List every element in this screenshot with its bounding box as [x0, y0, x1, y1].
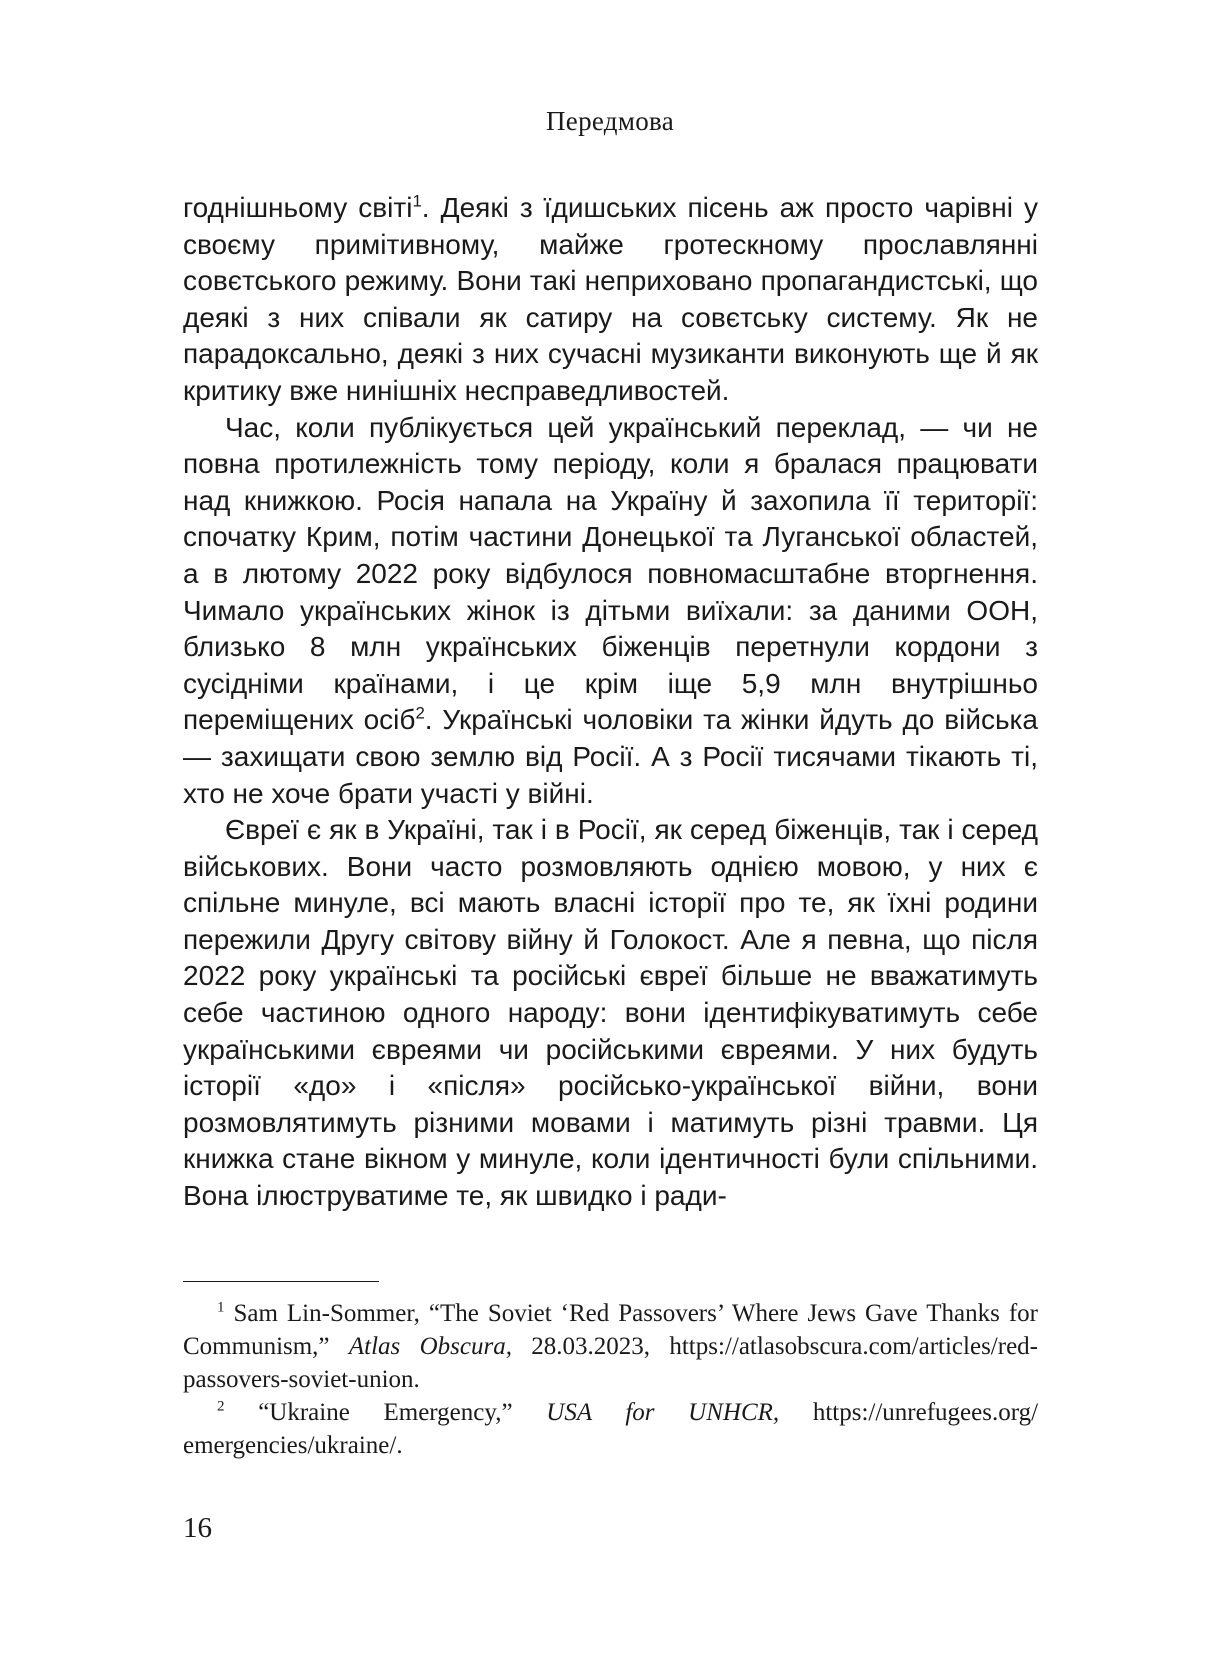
text-run: . Українські чоловіки та жінки йдуть до війська — захищати свою землю від Росії. А з Росії тисячами тікають ті, хто не хоче брати участі у війні.: [183, 704, 1038, 809]
paragraph: [183, 410, 1038, 813]
body-text: [183, 190, 1038, 1215]
footnote-ref: 2: [415, 703, 425, 723]
text-run: . Деякі з їдишських пісень аж просто чарівні у своєму примітивному, майже гротескному прославлянні совєтського режиму. Вони такі неприховано пропагандистські, що деякі з них співали як сатиру на совєтську систему. Як не парадоксально, деякі з них сучасні музиканти виконують ще й як критику вже нинішніх несправедливостей.: [183, 192, 1038, 406]
text-run: “Ukraine Emergency,”: [258, 1399, 547, 1426]
paragraph: [183, 812, 1038, 1215]
page-number: 16: [183, 1512, 212, 1544]
footnote-number: 1: [217, 1299, 225, 1316]
running-head: Передмова: [545, 106, 674, 136]
footnote: [183, 1396, 1038, 1462]
text-run: Євреї є як в Україні, так і в Росії, як серед біженців, так і серед військових. Вони часто розмовляють однією мовою, у них є спільне минуле, всі мають власні історії про те, як їхні родини пережили Другу світову війну й Голокост. Але я певна, що після 2022 року українські та російські євреї більше не вважатимуть себе частиною одного народу: вони ідентифікуватимуть себе українськими євреями чи російськими євреями. У них будуть історії «до» і «після» російсько-української війни, вони розмовлятимуть різними мовами і матимуть різні травми. Ця книжка стане вікном у минуле, коли ідентичності були спільними. Вона ілюструватиме те, як швидко і ради-: [183, 814, 1038, 1212]
italic-text: Atlas Obscura,: [348, 1333, 512, 1360]
footnote: [183, 1297, 1038, 1396]
text-run: https://unrefugees.org/​emergencies/ukraine/.: [183, 1399, 1039, 1459]
footnote-number: 2: [217, 1398, 225, 1415]
text-run: Час, коли публікується цей український переклад, — чи не повна протилежність тому періоду, коли я бралася працювати над книжкою. Росія напала на Україну й захопила її території: спочатку Крим, потім частини Донецької та Луганської областей, а в лютому 2022 року відбулося повномасштабне вторгнення. Чимало українських жінок із дітьми виїхали: за даними ООН, близько 8 млн українських біженців перетнули кордони з сусідніми країнами, і це крім іще 5,9 млн внутрішньо переміщених осіб: [183, 411, 1038, 736]
italic-text: USA for UNHCR,: [546, 1399, 780, 1426]
text-run: Sam Lin-Sommer, “The Soviet ‘Red Passovers’ Where Jews Gave Thanks for Communism,”: [183, 1300, 1039, 1360]
footnote-separator: [183, 1281, 379, 1282]
footnotes: [183, 1297, 1038, 1462]
footnote-ref: 1: [412, 191, 422, 211]
paragraph: [183, 190, 1038, 410]
text-run: годнішньому світі: [183, 192, 413, 223]
text-run: 28.03.2023, https://atlasobscura.​com/articles/red-passovers-soviet-union.: [183, 1333, 1038, 1393]
